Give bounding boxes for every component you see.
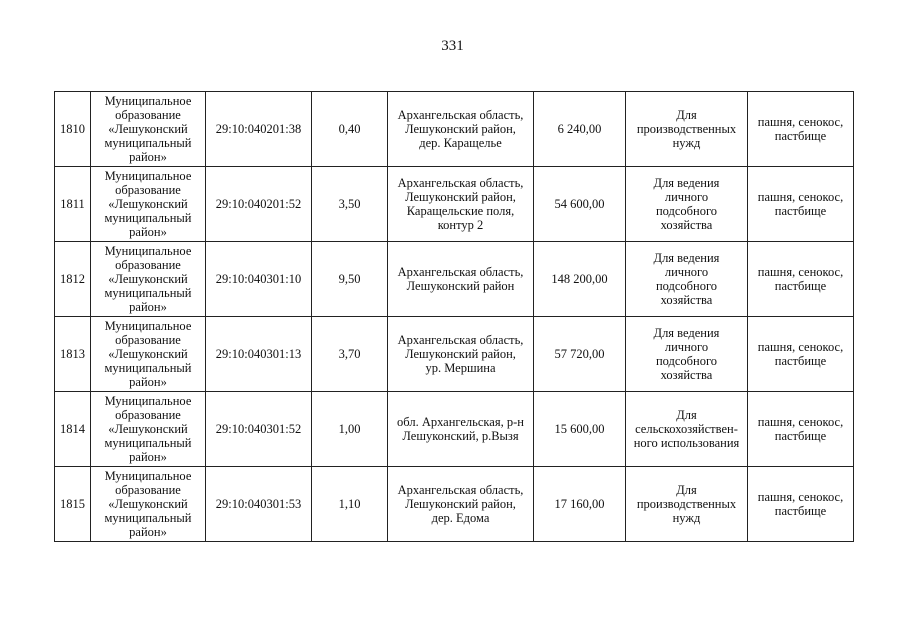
table-row (55, 242, 854, 317)
row-number: 1811 (55, 167, 91, 242)
address-cell: обл. Архангельская, р-н Лешуконский, р.Вызя (388, 392, 534, 467)
land-type-cell: пашня, сенокос, пастбище (748, 242, 854, 317)
address-cell: Архангельская область, Лешуконский район, ур. Мершина (388, 317, 534, 392)
row-number: 1810 (55, 92, 91, 167)
permitted-use-cell: Для производственных нужд (626, 467, 748, 542)
land-type-cell: пашня, сенокос, пастбище (748, 317, 854, 392)
address-cell: Архангельская область, Лешуконский район, Каращельские поля, контур 2 (388, 167, 534, 242)
owner-cell: Муниципальное образование «Лешуконский муниципальный район» (91, 467, 206, 542)
table-row (55, 392, 854, 467)
table-row (55, 167, 854, 242)
permitted-use-cell: Для производственных нужд (626, 92, 748, 167)
land-type-cell: пашня, сенокос, пастбище (748, 392, 854, 467)
land-type-cell: пашня, сенокос, пастбище (748, 467, 854, 542)
owner-cell: Муниципальное образование «Лешуконский муниципальный район» (91, 392, 206, 467)
cadastral-number-cell: 29:10:040301:53 (206, 467, 312, 542)
cadastral-number-cell: 29:10:040301:10 (206, 242, 312, 317)
price-cell: 54 600,00 (534, 167, 626, 242)
price-cell: 6 240,00 (534, 92, 626, 167)
cadastral-number-cell: 29:10:040301:13 (206, 317, 312, 392)
permitted-use-cell: Для сельскохозяйствен- ного использования (626, 392, 748, 467)
area-cell: 9,50 (312, 242, 388, 317)
area-cell: 1,10 (312, 467, 388, 542)
owner-cell: Муниципальное образование «Лешуконский муниципальный район» (91, 242, 206, 317)
area-cell: 3,50 (312, 167, 388, 242)
price-cell: 57 720,00 (534, 317, 626, 392)
table-row (55, 317, 854, 392)
row-number: 1812 (55, 242, 91, 317)
land-type-cell: пашня, сенокос, пастбище (748, 92, 854, 167)
cadastral-number-cell: 29:10:040301:52 (206, 392, 312, 467)
land-plots-table (54, 91, 854, 542)
owner-cell: Муниципальное образование «Лешуконский муниципальный район» (91, 92, 206, 167)
area-cell: 3,70 (312, 317, 388, 392)
table-row (55, 467, 854, 542)
area-cell: 0,40 (312, 92, 388, 167)
land-type-cell: пашня, сенокос, пастбище (748, 167, 854, 242)
row-number: 1814 (55, 392, 91, 467)
page-number: 331 (441, 38, 464, 54)
price-cell: 148 200,00 (534, 242, 626, 317)
area-cell: 1,00 (312, 392, 388, 467)
cadastral-number-cell: 29:10:040201:38 (206, 92, 312, 167)
address-cell: Архангельская область, Лешуконский район, дер. Едома (388, 467, 534, 542)
address-cell: Архангельская область, Лешуконский район (388, 242, 534, 317)
price-cell: 17 160,00 (534, 467, 626, 542)
permitted-use-cell: Для ведения личного подсобного хозяйства (626, 242, 748, 317)
owner-cell: Муниципальное образование «Лешуконский муниципальный район» (91, 167, 206, 242)
permitted-use-cell: Для ведения личного подсобного хозяйства (626, 317, 748, 392)
price-cell: 15 600,00 (534, 392, 626, 467)
row-number: 1813 (55, 317, 91, 392)
table-row (55, 92, 854, 167)
permitted-use-cell: Для ведения личного подсобного хозяйства (626, 167, 748, 242)
cadastral-number-cell: 29:10:040201:52 (206, 167, 312, 242)
owner-cell: Муниципальное образование «Лешуконский муниципальный район» (91, 317, 206, 392)
row-number: 1815 (55, 467, 91, 542)
address-cell: Архангельская область, Лешуконский район, дер. Каращелье (388, 92, 534, 167)
